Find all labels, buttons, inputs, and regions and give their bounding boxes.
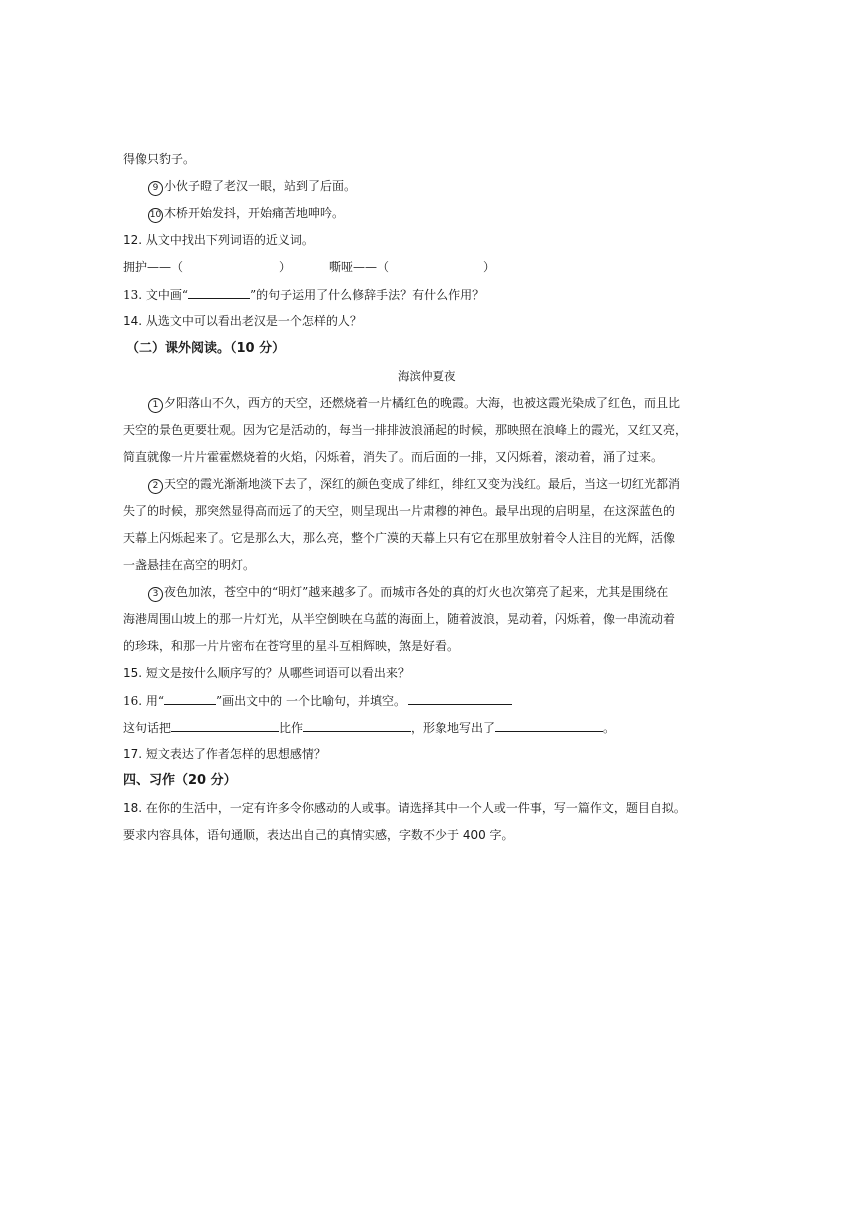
- paragraph-2-line: 失了的时候，那突然显得高而远了的天空，则呈现出一片肃穆的神色。最早出现的启明星，在这深蓝色的: [123, 504, 676, 518]
- circled-number: 1: [148, 398, 163, 413]
- paragraph-1-line: 简直就像一片片霍霍燃烧着的火焰，闪烁着，消失了。而后面的一排，又闪烁着，滚动着，涌了过来。: [123, 450, 664, 464]
- answer-blank[interactable]: [164, 692, 216, 705]
- question-18: 18. 在你的生活中，一定有许多令你感动的人或事。请选择其中一个人或一件事，写一篇作文，题目自拟。: [123, 801, 686, 815]
- word-2-prompt: 嘶哑——（: [329, 260, 390, 274]
- paragraph-2: 2 天空的霞光渐渐地淡下去了，深红的颜色变成了绯红，绯红又变为浅红。最后，当这一切红光都消: [148, 476, 680, 494]
- word-1-close: ）: [279, 260, 292, 274]
- question-13: 13. 文中画“ ”的句子运用了什么修辞手法？有什么作用？: [123, 288, 485, 302]
- question-18-line: 要求内容具体，语句通顺，表达出自己的真情实感，字数不少于 400 字。: [123, 828, 514, 842]
- sentence-text: 小伙子瞪了老汉一眼，站到了后面。: [164, 179, 357, 193]
- paragraph-3-line: 的珍珠，和那一片片密布在苍穹里的星斗互相辉映，煞是好看。: [123, 639, 460, 653]
- sentence-text: 木桥开始发抖，开始痛苦地呻吟。: [164, 206, 345, 220]
- paragraph-2-line: 天幕上闪烁起来了。它是那么大，那么亮，整个广漠的天幕上只有它在那里放射着令人注目的光辉，活像: [123, 531, 676, 545]
- circled-number: 2: [148, 479, 163, 494]
- numbered-sentence-9: [148, 178, 356, 196]
- answer-blank[interactable]: [303, 719, 411, 732]
- question-16: 16. 用“ ”画出文中的 一个比喻句，并填空。: [123, 692, 512, 709]
- numbered-sentence-10: [148, 205, 344, 223]
- section-heading: （二）课外阅读。（10 分）: [126, 341, 286, 356]
- question-12-blanks: [123, 259, 495, 275]
- paragraph-2-line: 一盏悬挂在高空的明灯。: [123, 558, 256, 572]
- word-1-prompt: 拥护——（: [123, 260, 184, 274]
- answer-blank[interactable]: [171, 719, 279, 732]
- paragraph-3-line: 海港周围山坡上的那一片灯光，从半空倒映在乌蓝的海面上，随着波浪，晃动着，闪烁着，像一串流动着: [123, 612, 676, 626]
- circled-number: 10: [148, 208, 163, 223]
- paragraph-1-line: 天空的景色更要壮观。因为它是活动的，每当一排排波浪涌起的时候，那映照在浪峰上的霞光，又红又亮，: [123, 423, 688, 437]
- question-17: 17. 短文表达了作者怎样的思想感情？: [123, 747, 326, 761]
- passage-title: 海滨仲夏夜: [398, 369, 456, 383]
- answer-blank[interactable]: [495, 719, 603, 732]
- answer-blank[interactable]: [188, 286, 250, 299]
- question-16-fill: 这句话把 比作 ，形象地写出了 。: [123, 721, 616, 735]
- word-2-close: ）: [483, 260, 496, 274]
- paragraph-3: 3 夜色加浓，苍空中的“明灯”越来越多了。而城市各处的真的灯火也次第亮了起来，尤其是围绕在: [148, 584, 668, 602]
- paragraph-1: 1 夕阳落山不久，西方的天空，还燃烧着一片橘红色的晚霞。大海，也被这霞光染成了红色，而且比: [148, 395, 680, 413]
- circled-number: 9: [148, 181, 163, 196]
- answer-blank[interactable]: [408, 692, 512, 705]
- section-heading: 四、习作（20 分）: [123, 773, 237, 788]
- text-line: 得像只豹子。: [123, 152, 196, 166]
- question-12: 12. 从文中找出下列词语的近义词。: [123, 233, 314, 247]
- circled-number: 3: [148, 587, 163, 602]
- question-15: 15. 短文是按什么顺序写的？从哪些词语可以看出来？: [123, 666, 410, 680]
- question-14: 14. 从选文中可以看出老汉是一个怎样的人？: [123, 314, 362, 328]
